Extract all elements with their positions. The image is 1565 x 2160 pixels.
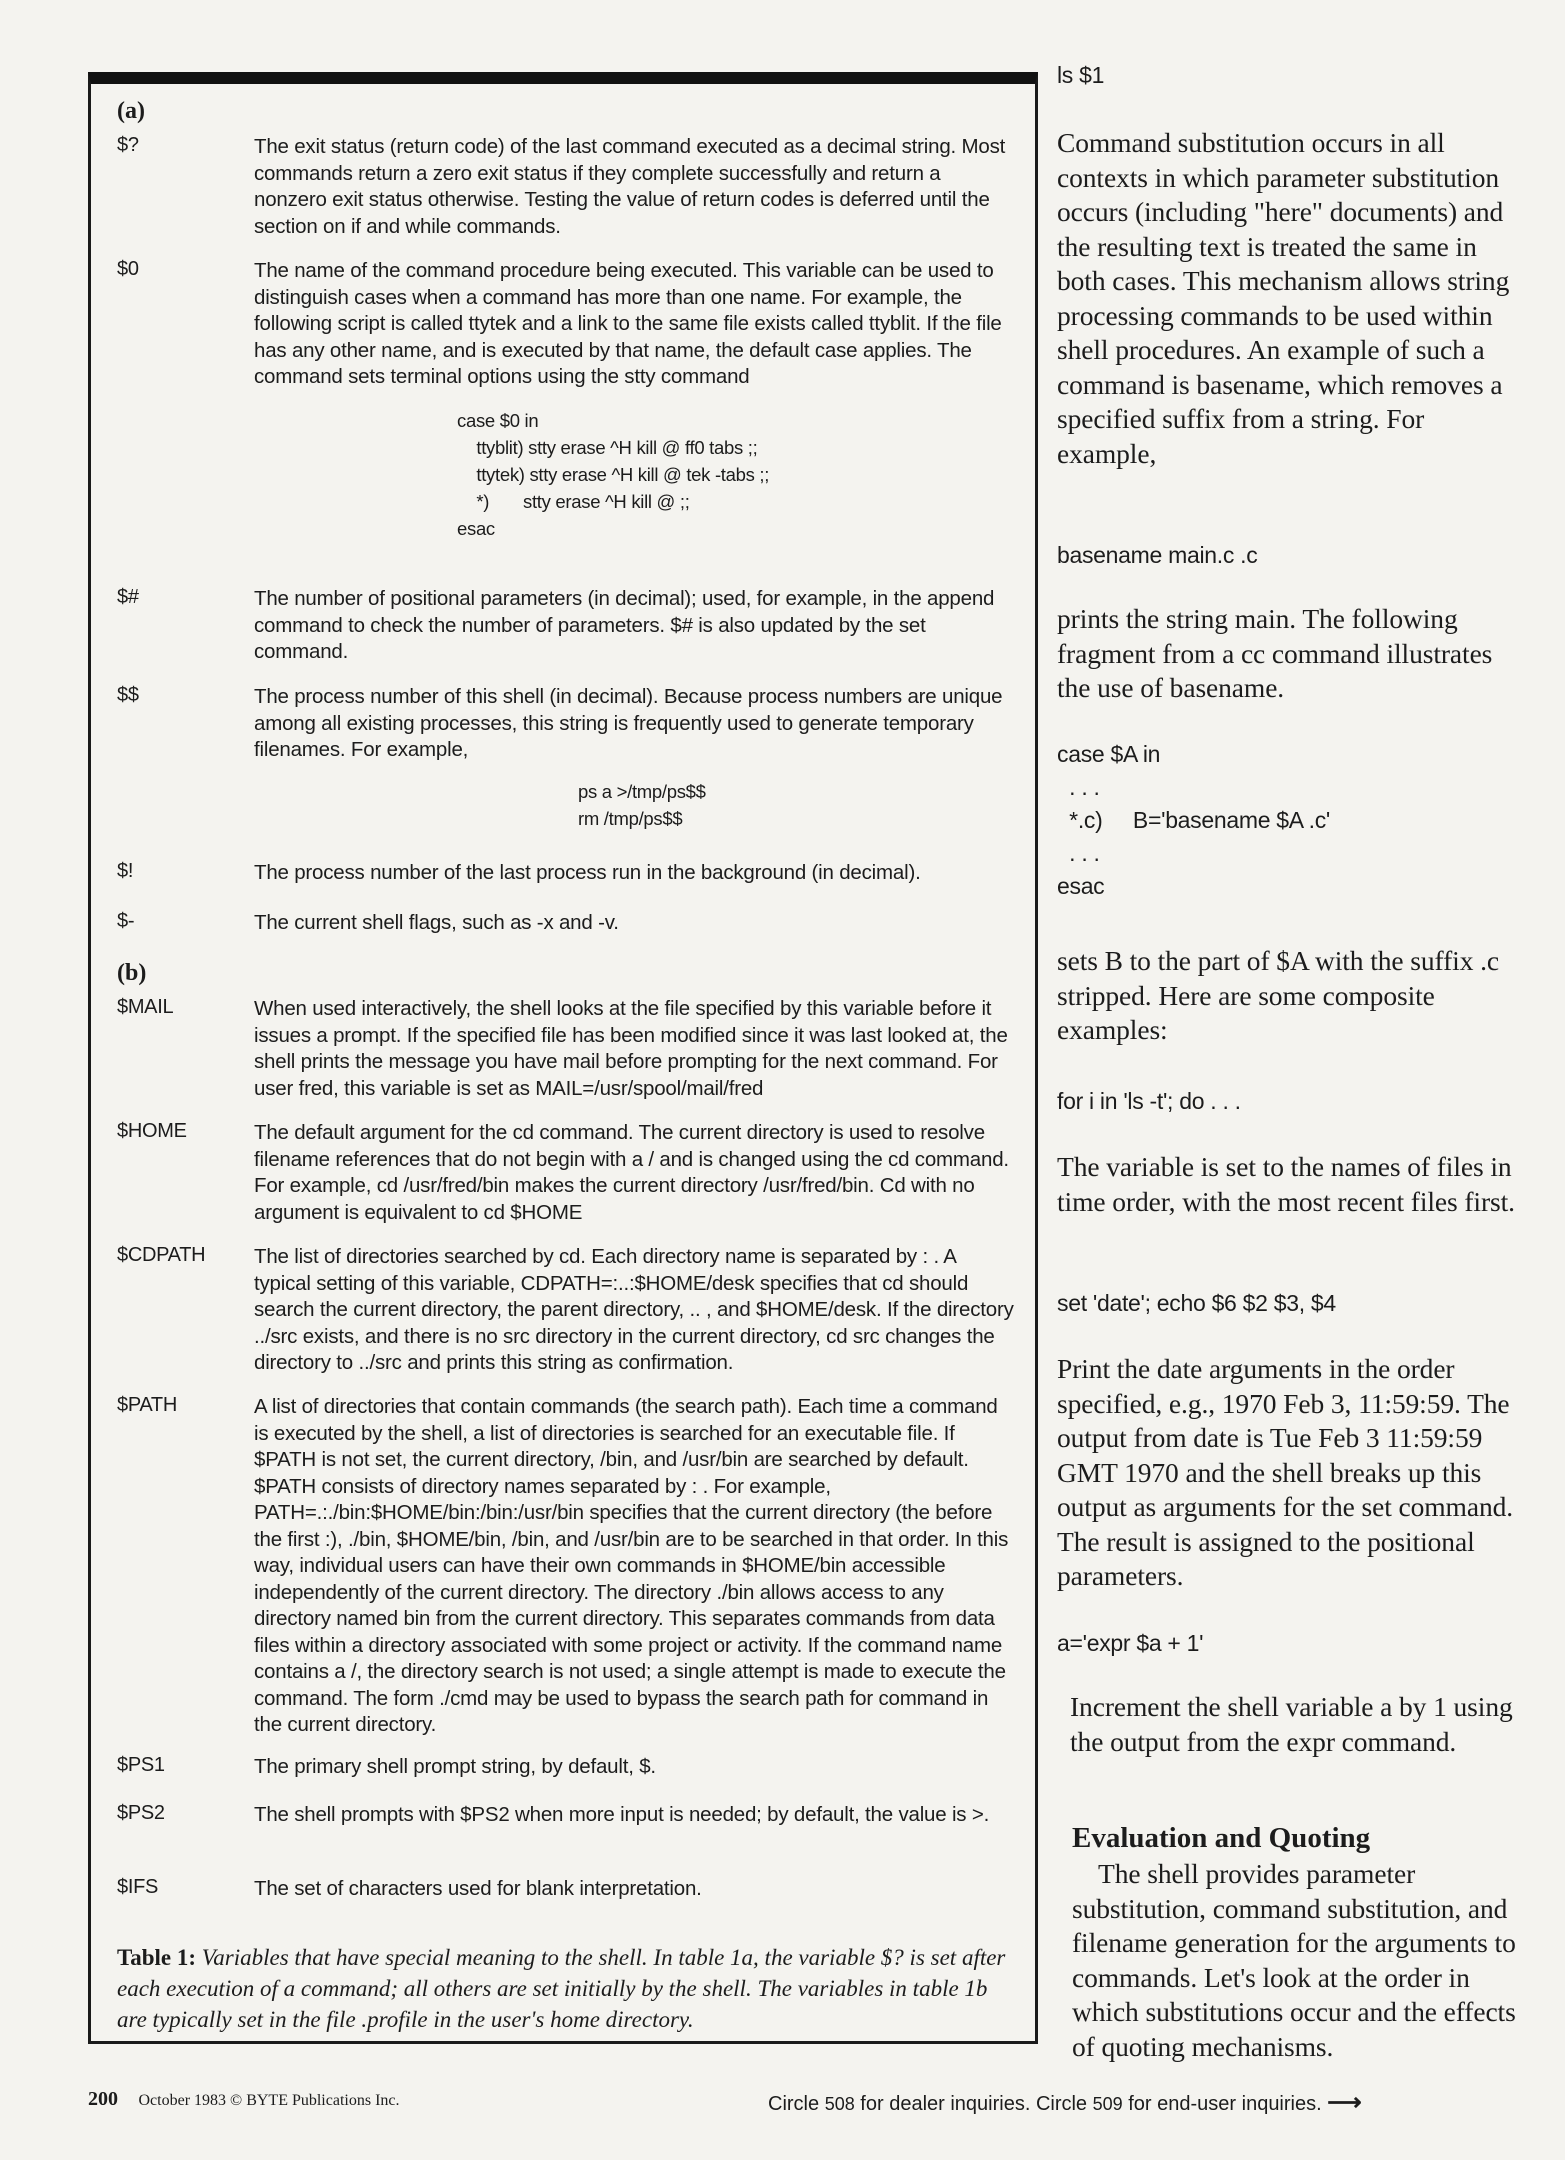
code-block: case $0 in ttyblit) stty erase ^H kill @ ff0 tabs ;; ttytek) stty erase ^H kill @ tek -tabs ;; *) stty erase ^H kill @ ;; esac <box>457 409 770 539</box>
caption-label: Table 1: <box>117 1945 197 1970</box>
circle-number: 509 <box>1092 2094 1123 2114</box>
code-block: case $A in . . . *.c) B='basename $A .c' . . . esac <box>1057 741 1331 899</box>
body-paragraph: sets B to the part of $A with the suffix .c stripped. Here are some composite examples: <box>1057 945 1500 1045</box>
code-line: a='expr $a + 1' <box>1057 1630 1204 1656</box>
arrow-icon: ⟶ <box>1327 2089 1362 2116</box>
variable-name: $$ <box>117 684 139 706</box>
body-paragraph: Print the date arguments in the order specified, e.g., 1970 Feb 3, 11:59:59. The output from date is Tue Feb 3 11:59:59 GMT 1970 and the shell breaks up this output as arguments for the set command. The result is assigned to the positional parameters. <box>1057 1353 1514 1591</box>
right-column <box>1057 1084 1517 1118</box>
variable-description: The set of characters used for blank interpretation. <box>254 1877 702 1900</box>
body-paragraph: The shell provides parameter substitution, command substitution, and filename generation for the arguments to commands. Let's look at the order in which substitutions occur and the effects of quoting mechanisms. <box>1072 1858 1516 2062</box>
circle-text: Circle <box>768 2093 820 2115</box>
table-row <box>117 134 1015 240</box>
body-paragraph: Increment the shell variable a by 1 using the output from the expr command. <box>1070 1691 1513 1757</box>
right-column <box>1057 944 1517 1048</box>
variable-name: $# <box>117 586 139 608</box>
body-paragraph: Command substitution occurs in all contexts in which parameter substitution occurs (including "here" documents) and the resulting text is treated the same in both cases. This mechanism allows string processing commands to be used within shell procedures. An example of such a command is basename, which removes a specified suffix from a string. For example, <box>1057 127 1510 469</box>
variable-name: $0 <box>117 258 139 280</box>
body-paragraph: The variable is set to the names of files in time order, with the most recent files first. <box>1057 1151 1515 1217</box>
variable-description: The name of the command procedure being executed. This variable can be used to distinguish cases when a command has more than one name. For example, the following script is called ttytek and a link to the same file exists called ttyblit. If the file has any other name, and is executed by that name, the default case applies. The command sets terminal options using the stty command <box>254 259 1002 388</box>
variable-description: The primary shell prompt string, by default, $. <box>254 1755 656 1778</box>
right-column <box>1057 538 1517 572</box>
code-line: basename main.c .c <box>1057 542 1258 568</box>
right-column <box>1057 1626 1517 1660</box>
variable-name: $PS1 <box>117 1754 165 1776</box>
table-row <box>117 1754 1015 1781</box>
variable-description: The process number of the last process run in the background (in decimal). <box>254 861 921 884</box>
page-number: 200 <box>88 2088 118 2110</box>
table-row <box>117 860 1015 887</box>
right-column <box>1057 1286 1517 1320</box>
table-row <box>117 1394 1015 1739</box>
circle-number: 508 <box>824 2094 855 2114</box>
right-column <box>1057 1150 1517 1219</box>
variable-name: $PATH <box>117 1394 177 1416</box>
code-line: set 'date'; echo $6 $2 $3, $4 <box>1057 1290 1336 1316</box>
variables-table <box>88 72 1038 2044</box>
variable-name: $! <box>117 860 134 882</box>
code-line: for i in 'ls -t'; do . . . <box>1057 1088 1241 1114</box>
variable-description: The list of directories searched by cd. Each directory name is separated by : . A typical setting of this variable, CDPATH=:..:$HOME/desk specifies that cd should search the current directory, the parent directory, .. , and $HOME/desk. If the directory ../src exists, and there is no src directory in the current directory, cd src changes the directory to ../src and prints this string as confirmation. <box>254 1245 1014 1374</box>
table-row <box>117 1120 1015 1226</box>
variable-name: $PS2 <box>117 1802 165 1824</box>
table-row <box>117 1876 1015 1903</box>
table-row <box>117 684 1015 832</box>
variable-description: A list of directories that contain commands (the search path). Each time a command is executed by the shell, a list of directories is searched for an executable file. If $PATH is not set, the current directory, /bin, and /usr/bin are searched by default. $PATH consists of directory names separated by : . For example, PATH=.:./bin:$HOME/bin:/bin:/usr/bin specifies that the current directory (the before the first :), ./bin, $HOME/bin, /bin, and /usr/bin are to be searched in that order. In this way, individual users can have their own commands in $HOME/bin accessible independently of the current directory. The directory ./bin allows access to any directory named bin from the current directory. This separates commands from data files within a directory associated with some project or activity. If the command name contains a /, the directory search is not used; a single attempt is made to execute the command. The form ./cmd may be used to bypass the search path for command in the current directory. <box>254 1395 1009 1736</box>
publication-line: October 1983 © BYTE Publications Inc. <box>138 2092 400 2109</box>
variable-name: $? <box>117 134 139 156</box>
footer-right <box>768 2088 1362 2117</box>
variable-description: The shell prompts with $PS2 when more input is needed; by default, the value is >. <box>254 1803 990 1826</box>
section-heading: Evaluation and Quoting <box>1072 1822 1371 1854</box>
code-line: ls $1 <box>1057 62 1105 88</box>
circle-text: for dealer inquiries. Circle <box>860 2093 1088 2115</box>
caption-text: Variables that have special meaning to the shell. In table 1a, the variable $? is set after each execution of a command; all others are set initially by the shell. The variables in table 1b are typically set in the file .profile in the user's home directory. <box>117 1945 1006 2032</box>
table-row <box>117 1244 1015 1377</box>
right-column <box>1057 738 1517 903</box>
variable-description: The number of positional parameters (in decimal); used, for example, in the append command to check the number of parameters. $# is also updated by the set command. <box>254 587 995 663</box>
variable-name: $CDPATH <box>117 1244 206 1266</box>
variable-name: $HOME <box>117 1120 187 1142</box>
variable-description: The current shell flags, such as -x and -v. <box>254 911 619 934</box>
table-row <box>117 1802 1015 1829</box>
table-row <box>117 996 1015 1102</box>
variable-name: $IFS <box>117 1876 159 1898</box>
table-row <box>117 910 1015 937</box>
section-b-label: (b) <box>117 960 147 986</box>
variable-name: $MAIL <box>117 996 174 1018</box>
table-row <box>117 586 1015 666</box>
variable-name: $- <box>117 910 135 932</box>
right-column <box>1057 58 1517 92</box>
body-paragraph: prints the string main. The following fragment from a cc command illustrates the use of basename. <box>1057 603 1493 703</box>
variable-description: The exit status (return code) of the last command executed as a decimal string. Most commands return a zero exit status if they complete successfully and return a nonzero exit status otherwise. Testing the value of return codes is deferred until the section on if and while commands. <box>254 135 1006 238</box>
table-caption <box>117 1942 1017 2035</box>
right-column <box>1072 1822 1532 2064</box>
right-column <box>1057 126 1517 471</box>
code-block: ps a >/tmp/ps$$ rm /tmp/ps$$ <box>578 780 706 829</box>
footer-left <box>88 2088 400 2111</box>
variable-description: The process number of this shell (in decimal). Because process numbers are unique among all existing processes, this string is frequently used to generate temporary filenames. For example, <box>254 685 1003 761</box>
variable-description: The default argument for the cd command. The current directory is used to resolve filename references that do not begin with a / and is changed using the cd command. For example, cd /usr/fred/bin makes the current directory /usr/fred/bin. Cd with no argument is equivalent to cd $HOME <box>254 1121 1009 1224</box>
right-column <box>1057 1352 1517 1594</box>
right-column <box>1070 1690 1530 1759</box>
table-row <box>117 258 1015 542</box>
variable-description: When used interactively, the shell looks at the file specified by this variable before it issues a prompt. If the specified file has been modified since it was last looked at, the shell prints the message you have mail before prompting for the next command. For user fred, this variable is set as MAIL=/usr/spool/mail/fred <box>254 997 1008 1100</box>
right-column <box>1057 602 1517 706</box>
section-a-label: (a) <box>117 98 145 124</box>
circle-text: for end-user inquiries. <box>1128 2093 1322 2115</box>
